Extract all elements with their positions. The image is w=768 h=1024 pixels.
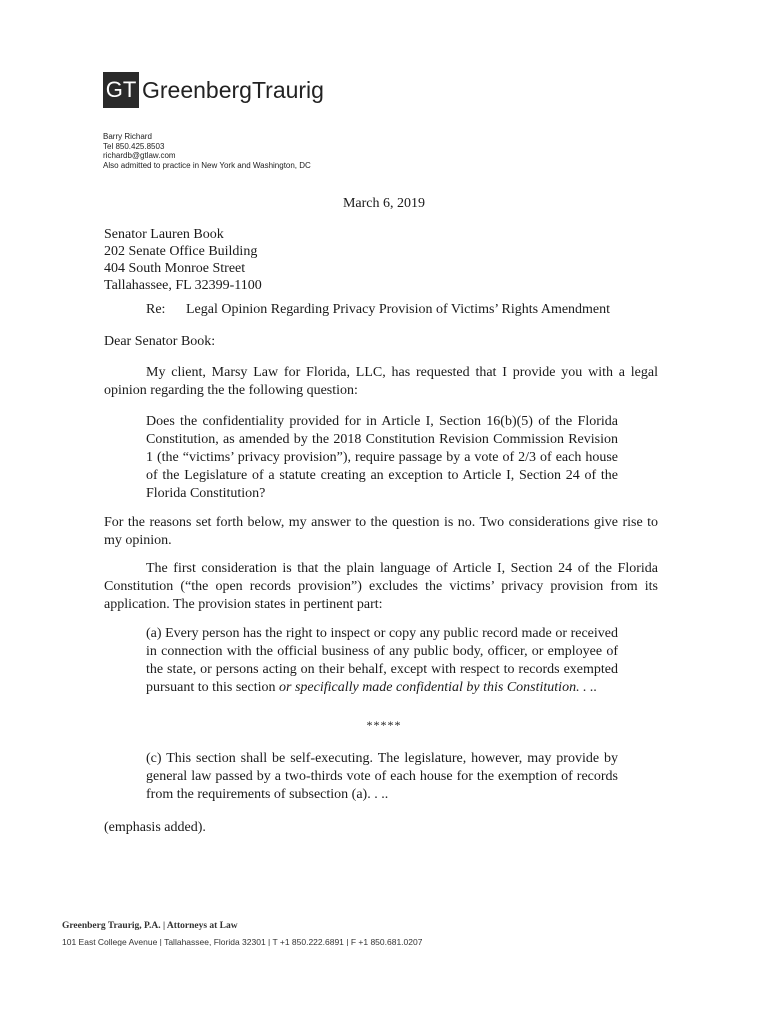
quote-a-text: (a) Every person has the right to inspect or copy any public record made or received in connection with the official business of any public body, officer, or employee of the state, or persons acting on their behalf, except with respect to records exempted pursuant to this section: [146, 626, 618, 695]
recipient-street: 404 South Monroe Street: [104, 261, 246, 276]
body-paragraph-first-consideration: The first consideration is that the plain language of Article I, Section 24 of the Florida Constitution (“the open records provision”) excludes the victims’ privacy provision from its application. The provision states in pertinent part:: [104, 561, 658, 612]
firm-logo: [103, 72, 324, 108]
quote-subsection-c: (c) This section shall be self-executing. The legislature, however, may provide by general law passed by a two-thirds vote of each house for the exemption of records from the requirements of subsection (a). . ..: [146, 751, 618, 802]
subject-text: Legal Opinion Regarding Privacy Provision of Victims’ Rights Amendment: [186, 302, 611, 317]
subject-label: Re:: [146, 302, 166, 317]
section-separator: *****: [366, 718, 402, 732]
recipient-building: 202 Senate Office Building: [104, 244, 258, 259]
recipient-city: Tallahassee, FL 32399-1100: [104, 278, 262, 293]
recipient-name: Senator Lauren Book: [104, 227, 224, 242]
sender-email: richardb@gtlaw.com: [103, 151, 176, 160]
quote-a-emphasis: or specifically made confidential by this Constitution: [279, 680, 577, 695]
question-block: Does the confidentiality provided for in Article I, Section 16(b)(5) of the Florida Constitution, as amended by the 2018 Constitution Revision Commission Revision 1 (the “victims’ privacy provision”), require passage by a vote of 2/3 of each house of the Legislature of a statute creating an exception to Article I, Section 24 of the Florida Constitution?: [146, 414, 618, 501]
subject-line: [146, 302, 610, 318]
logo-wordmark: GreenbergTraurig: [142, 76, 324, 103]
footer-firm: Greenberg Traurig, P.A. | Attorneys at Law: [62, 921, 238, 931]
sender-name: Barry Richard: [103, 132, 152, 141]
sender-block: [103, 132, 311, 170]
body-paragraph-intro: My client, Marsy Law for Florida, LLC, has requested that I provide you with a legal opinion regarding the the following question:: [104, 365, 658, 398]
quote-subsection-a: [146, 625, 618, 697]
logo-mark: GT: [103, 72, 139, 108]
emphasis-note: (emphasis added).: [104, 820, 206, 835]
letter-date: March 6, 2019: [342, 196, 426, 211]
body-paragraph-answer: For the reasons set forth below, my answer to the question is no. Two considerations give rise to my opinion.: [104, 515, 658, 548]
recipient-address: [104, 226, 262, 294]
salutation: Dear Senator Book:: [104, 334, 216, 349]
quote-a-ending: . . ..: [576, 680, 598, 695]
sender-admission: Also admitted to practice in New York and Washington, DC: [103, 160, 311, 170]
footer-address: 101 East College Avenue | Tallahassee, Florida 32301 | T +1 850.222.6891 | F +1 850.681.0207: [62, 937, 423, 946]
sender-tel: Tel 850.425.8503: [103, 141, 165, 151]
